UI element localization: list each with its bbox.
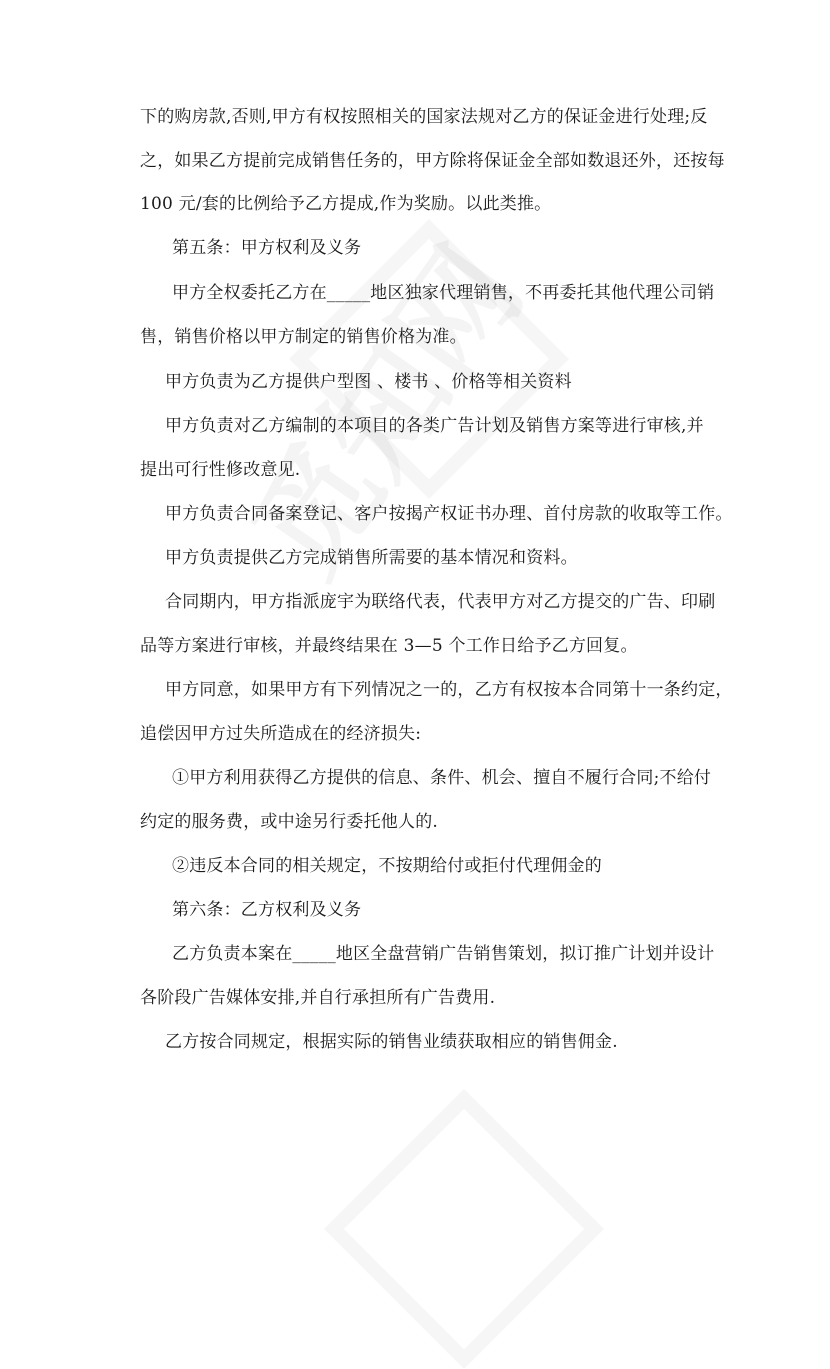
paragraph-line: 提出可行性修改意见.	[140, 460, 301, 480]
paragraph-line: 乙方负责本案在_____地区全盘营销广告销售策划，拟订推广计划并设计	[172, 944, 715, 964]
watermark-diamond-top	[289, 219, 569, 499]
paragraph-line: 追偿因甲方过失所造成在的经济损失:	[140, 724, 422, 744]
paragraph-line: ②违反本合同的相关规定，不按期给付或拒付代理佣金的	[172, 856, 602, 876]
paragraph-line: 约定的服务费，或中途另行委托他人的.	[140, 812, 439, 832]
paragraph-line: 甲方负责提供乙方完成销售所需要的基本情况和资料。	[165, 548, 578, 568]
watermark-diamond-bottom	[324, 1089, 604, 1369]
paragraph-line: 品等方案进行审核，并最终结果在 3—5 个工作日给予乙方回复。	[140, 636, 638, 656]
paragraph-line: 甲方负责为乙方提供户型图 、楼书 、价格等相关资料	[165, 372, 572, 392]
paragraph-line: ①甲方利用获得乙方提供的信息、条件、机会、擅自不履行合同;不给付	[172, 768, 712, 788]
paragraph-line: 甲方负责合同备案登记、客户按揭产权证书办理、首付房款的收取等工作。	[165, 504, 733, 524]
paragraph-line: 甲方全权委托乙方在_____地区独家代理销售，不再委托其他代理公司销	[172, 283, 715, 303]
watermark-text-top	[206, 209, 553, 603]
paragraph-line: 第六条：乙方权利及义务	[172, 900, 362, 920]
paragraph-line: 之，如果乙方提前完成销售任务的，甲方除将保证金全部如数退还外，还按每	[140, 151, 725, 171]
paragraph-line: 各阶段广告媒体安排,并自行承担所有广告费用.	[140, 988, 496, 1008]
paragraph-line: 下的购房款,否则,甲方有权按照相关的国家法规对乙方的保证金进行处理;反	[140, 107, 708, 127]
paragraph-line: 第五条：甲方权利及义务	[172, 238, 362, 258]
paragraph-line: 乙方按合同规定，根据实际的销售业绩获取相应的销售佣金.	[165, 1032, 618, 1052]
paragraph-line: 甲方同意，如果甲方有下列情况之一的，乙方有权按本合同第十一条约定，	[165, 680, 733, 700]
paragraph-line: 甲方负责对乙方编制的本项目的各类广告计划及销售方案等进行审核,并	[165, 416, 704, 436]
paragraph-line: 合同期内，甲方指派庞宇为联络代表，代表甲方对乙方提交的广告、印刷	[165, 592, 716, 612]
paragraph-line: 100 元/套的比例给予乙方提成,作为奖励。以此类推。	[140, 194, 552, 214]
paragraph-line: 售，销售价格以甲方制定的销售价格为准。	[140, 327, 467, 347]
